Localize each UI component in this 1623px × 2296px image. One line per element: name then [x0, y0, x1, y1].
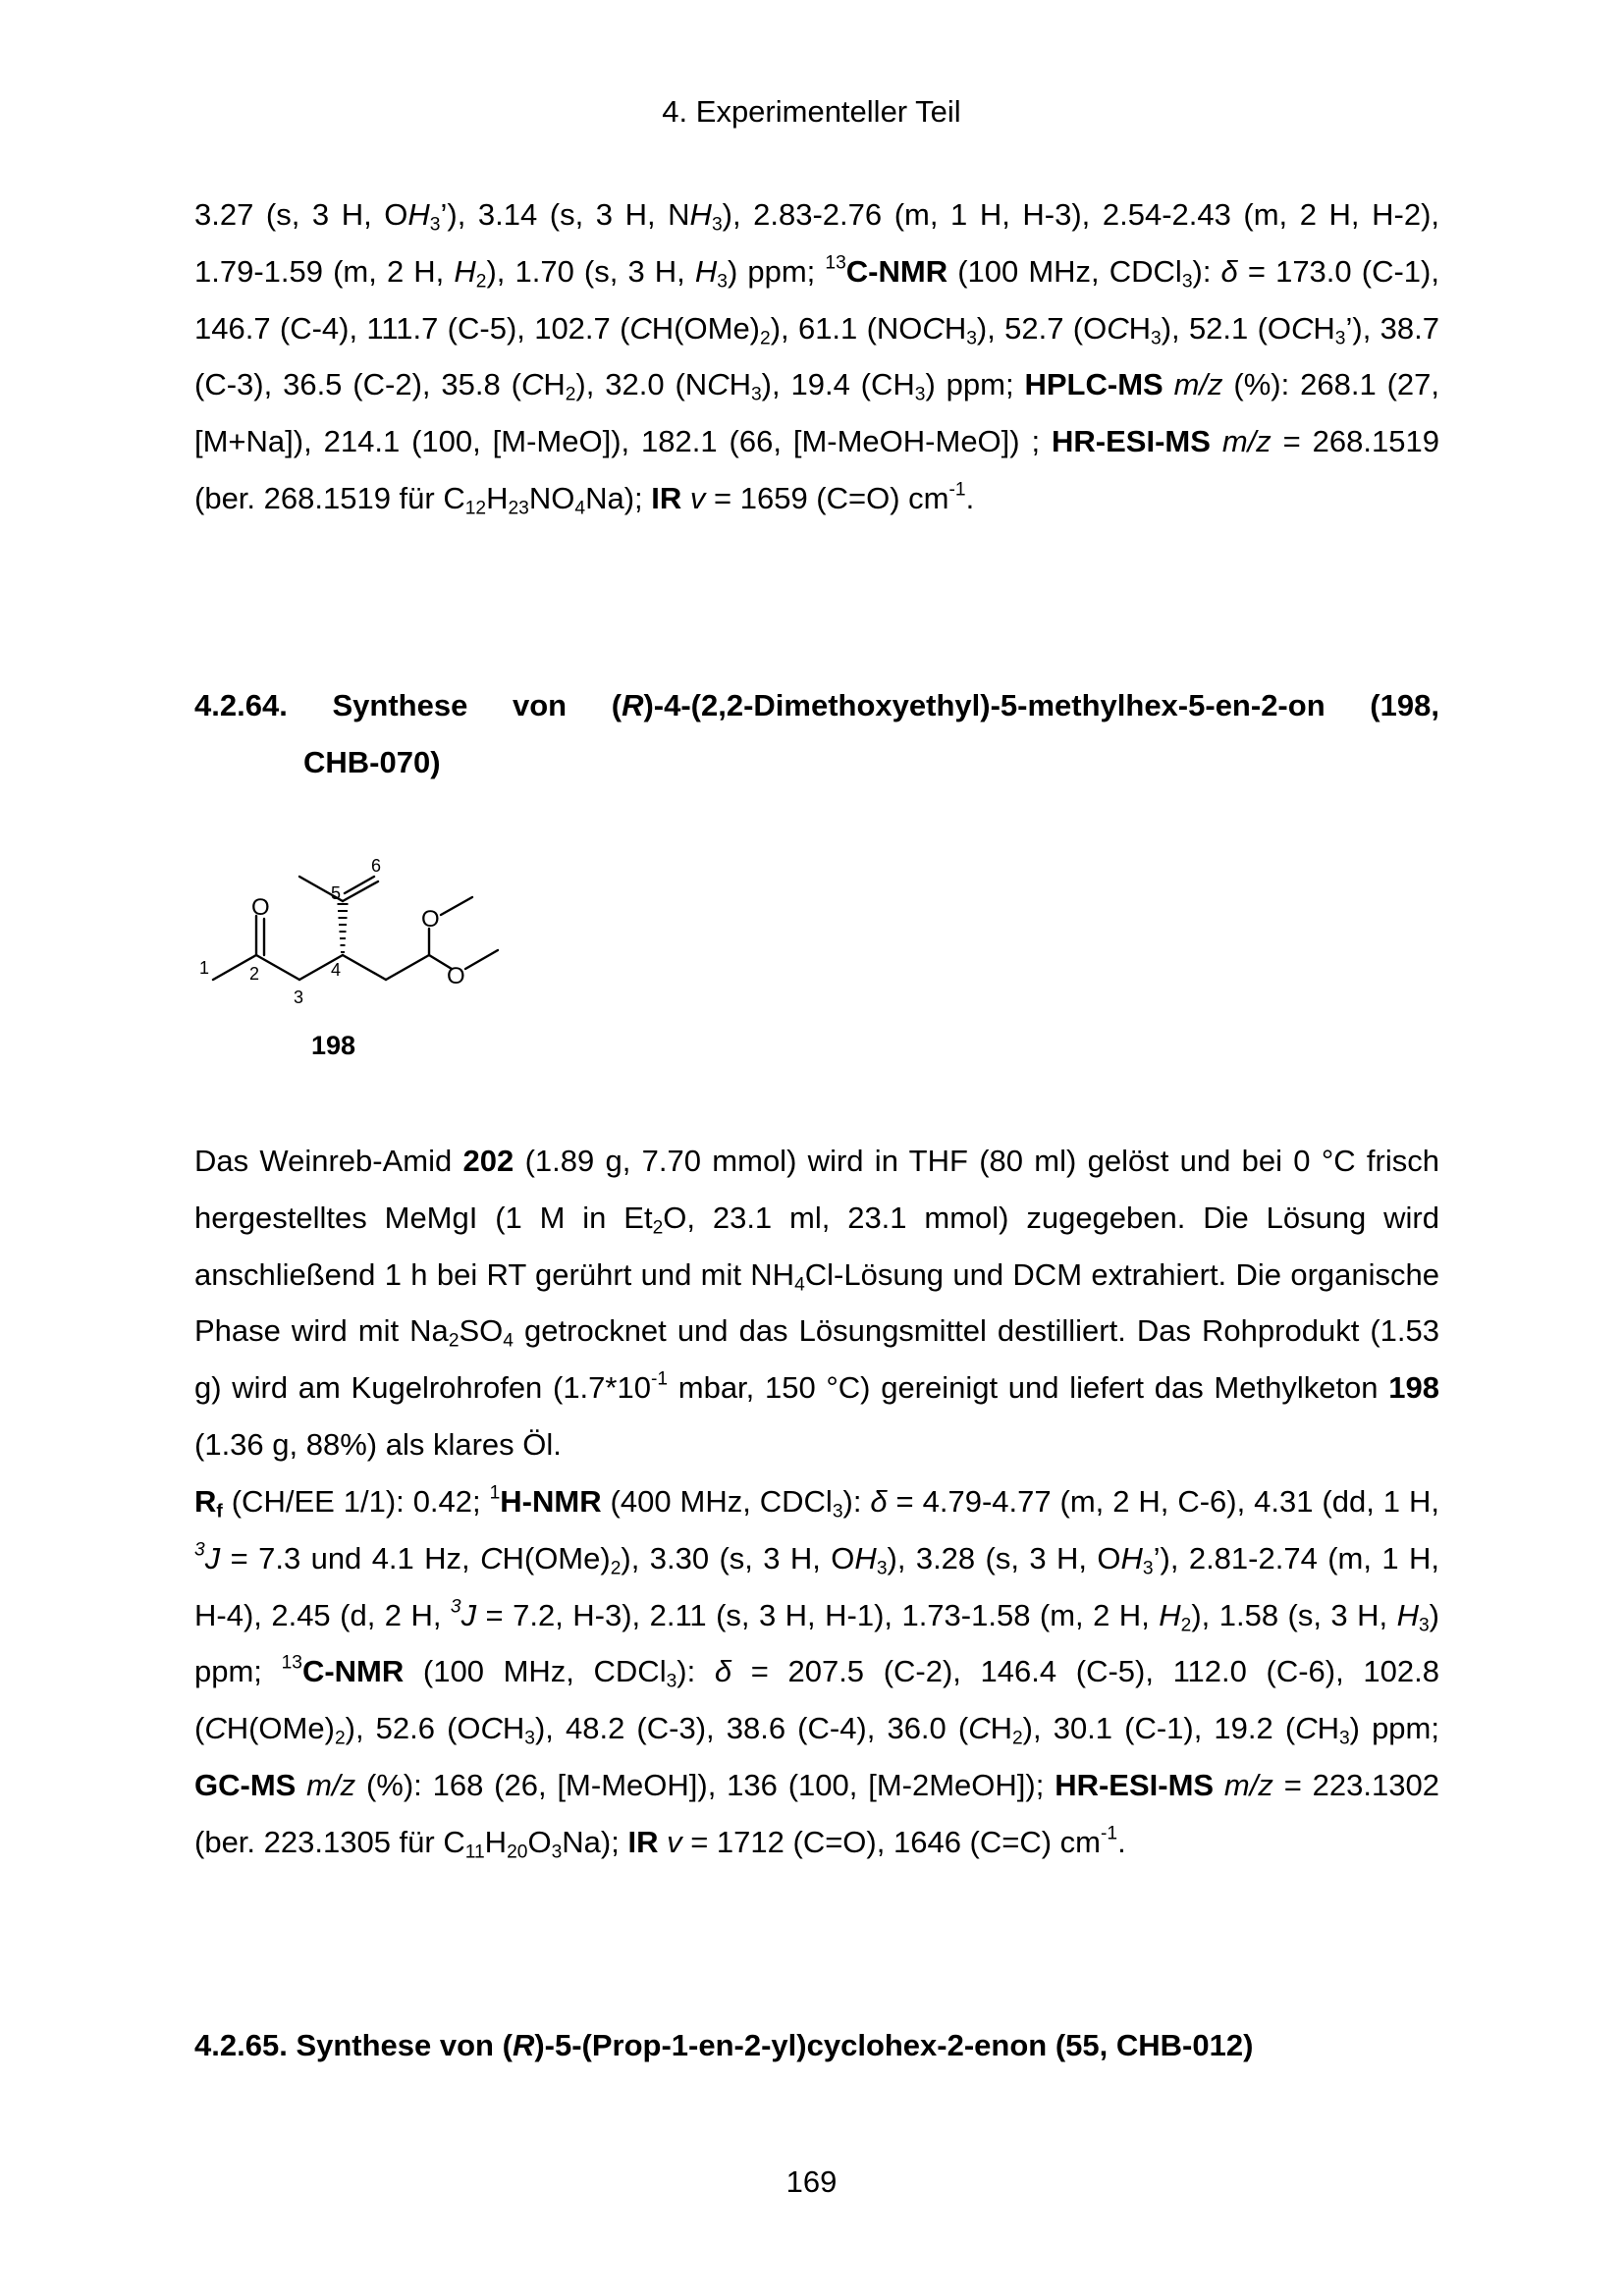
bond-ch2-ch [386, 955, 429, 980]
bond-o-me-upper [441, 897, 472, 915]
procedure-text: Das Weinreb-Amid 202 (1.89 g, 7.70 mmol) wird in THF (80 ml) gelöst und bei 0 °C frisch hergestelltes MeMgI (1 M in $Et_2O$, 23.1 ml, 23.1 mmol) zugegeben. Die Lösung wird anschließend 1 h bei RT gerührt und mit $NH_4Cl$-Lösung und DCM extrahiert. Die organische Phase wird mit $Na_2SO_4$ getrocknet und das Lösungsmittel destilliert. Das Rohprodukt (1.53 g) wird am Kugelrohrofen ($1.7*10^{-1}$ mbar, 150 °C) gereinigt und liefert das Methylketon 198 (1.36 g, 88%) als klares Öl. [194, 1144, 1440, 1462]
locant-6: 6 [371, 856, 382, 876]
locant-2: 2 [249, 964, 260, 984]
bond-c4-ch2 [343, 955, 386, 980]
section-heading-4-2-64: 4.2.64. Synthese von (R)-4-(2,2-Dimethoxyethyl)-5-methylhex-5-en-2-on (198, CHB-070) [194, 688, 1439, 779]
analytical-data-198: $R_f$ (CH/EE 1/1): 0.42; $^1$H-NMR (400 MHz, CDCl$_3$): δ = 4.79-4.77 (m, 2 H, C-6), 4.31 (dd, 1 H, $^3$J = 7.3 und 4.1 Hz, $CH(OMe)_2$), 3.30 (s, 3 H, $OH_3$), 3.28 (s, 3 H, $OH_3$’), 2.81-2.74 (m, 1 H, H-4), 2.45 (d, 2 H, $^3$J = 7.2, H-3), 2.11 (s, 3 H, H-1), 1.73-1.58 (m, 2 H, $H_2$), 1.58 (s, 3 H, $H_3$) ppm; $^{13}$C-NMR (100 MHz, CDCl$_3$): δ = 207.5 (C-2), 146.4 (C-5), 112.0 (C-6), 102.8 $(CH(OMe)_2)$, 52.6 $(OCH_3)$, 48.2 (C-3), 38.6 (C-4), 36.0 $(CH_2)$, 30.1 (C-1), 19.2 $(CH_3)$ ppm; GC-MS m/z (%): 168 (26, [M-MeOH]), 136 (100, [M-2MeOH]); HR-ESI-MS m/z = 223.1302 (ber. 223.1305 für $C_{11}H_{20}O_3Na$); IR v = 1712 (C=O), 1646 (C=C) $cm^{-1}$. [194, 1482, 1439, 1863]
atom-o-ketone: O [251, 894, 270, 921]
locant-3: 3 [294, 988, 304, 1007]
structure-198-diagram [191, 854, 545, 1021]
locant-4: 4 [331, 960, 342, 980]
locant-1: 1 [199, 958, 210, 978]
atom-o-upper: O [421, 906, 440, 933]
atom-o-lower: O [447, 963, 465, 989]
page-number: 169 [785, 2164, 838, 2199]
compound-label: 198 [311, 1031, 356, 1060]
analytical-data-previous: 3.27 (s, 3 H, $OH_3$’), 3.14 (s, 3 H, $NH_3$), 2.83-2.76 (m, 1 H, H-3), 2.54-2.43 (m, 2 H, H-2), 1.79-1.59 (m, 2 H, $H_2$), 1.70 (s, 3 H, $H_3$) ppm; $^{13}$C-NMR (100 MHz, CDCl$_3$): δ = 173.0 (C-1), 146.7 (C-4), 111.7 (C-5), 102.7 $(CH(OMe)_2)$, 61.1 $(NOCH_3)$, 52.7 $(OCH_3)$, 52.1 $(OCH_3’)$, 38.7 (C-3), 36.5 (C-2), 35.8 $(CH_2)$, 32.0 $(NCH_3)$, 19.4 $(CH_3)$ ppm; HPLC-MS m/z (%): 268.1 (27, [M+Na]), 214.1 (100, [M-MeO]), 182.1 (66, [M-MeOH-MeO]) ; HR-ESI-MS m/z = 268.1519 (ber. 268.1519 für $C_{12}H_{23}NO_4Na$); IR v = 1659 (C=O) $cm^{-1}$. [194, 197, 1440, 519]
bond-o-me-lower [465, 950, 498, 969]
locant-5: 5 [331, 883, 342, 903]
section-heading-4-2-65: 4.2.65. Synthese von (R)-5-(Prop-1-en-2-yl)cyclohex-2-enon (55, CHB-012) [194, 2028, 1254, 2062]
bond-c2-c3 [256, 955, 299, 980]
running-header: 4. Experimenteller Teil [662, 94, 961, 129]
stereo-hash-bond [338, 904, 349, 952]
